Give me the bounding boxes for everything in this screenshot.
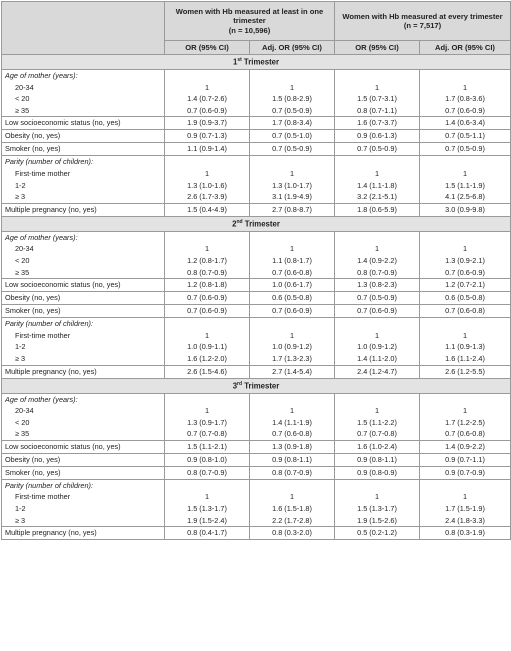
trimester-ordinal: 2 (232, 219, 237, 229)
age-of-mother-category: 20-34 (15, 406, 34, 416)
parity-value: 1.4 (1.1-1.8) (357, 180, 397, 190)
parity-value (250, 480, 334, 492)
multiple-pregnancy-row (2, 203, 511, 216)
age-of-mother-label: Age of mother (years): (5, 394, 78, 404)
age-of-mother-row (2, 393, 511, 440)
parity-category: ≥ 3 (15, 353, 26, 363)
age-of-mother-row (2, 231, 511, 278)
parity-value-cell (250, 318, 335, 365)
parity-value: 1.5 (1.1-1.9) (445, 180, 485, 190)
obesity-value: 0.7 (0.6-0.9) (165, 292, 250, 305)
trimester-word: Trimester (241, 57, 280, 67)
age-of-mother-value: 1 (374, 406, 380, 416)
parity-value: 1.1 (0.9-1.3) (445, 342, 485, 352)
parity-category: ≥ 3 (15, 515, 26, 525)
low-ses-value: 1.4 (0.6-3.4) (420, 117, 511, 130)
obesity-value: 0.6 (0.5-0.8) (250, 292, 335, 305)
age-of-mother-value-cell (165, 231, 250, 278)
age-of-mother-value: 1 (462, 244, 468, 254)
smoker-label: Smoker (no, yes) (2, 143, 165, 156)
low-ses-row (2, 440, 511, 453)
low-ses-label: Low socioeconomic status (no, yes) (2, 279, 165, 292)
parity-value (250, 156, 334, 168)
smoker-row (2, 466, 511, 479)
age-of-mother-value (420, 394, 510, 406)
low-ses-value: 1.7 (0.8-3.4) (250, 117, 335, 130)
parity-value (165, 480, 249, 492)
age-of-mother-value (420, 70, 510, 82)
age-of-mother-value: 0.7 (0.6-0.9) (187, 105, 227, 115)
age-of-mother-label: Age of mother (years): (5, 232, 78, 242)
parity-value-cell (165, 156, 250, 203)
trimester-ordinal: 3 (232, 381, 238, 391)
age-of-mother-value: 1 (462, 82, 468, 92)
multiple-pregnancy-row (2, 527, 511, 540)
age-of-mother-value: 1 (462, 406, 468, 416)
parity-value: 1.9 (1.5-2.6) (357, 515, 397, 525)
smoker-value: 0.7 (0.6-0.9) (250, 305, 335, 318)
age-of-mother-row (2, 70, 511, 117)
multiple-pregnancy-value: 3.0 (0.9-9.8) (420, 203, 511, 216)
obesity-value: 0.9 (0.8-1.1) (335, 453, 420, 466)
parity-label-cell (2, 318, 165, 365)
smoker-value: 0.8 (0.7-0.9) (250, 466, 335, 479)
parity-value-cell (420, 318, 511, 365)
age-of-mother-category: < 20 (15, 417, 30, 427)
age-of-mother-value: 0.7 (0.7-0.8) (357, 429, 397, 439)
age-of-mother-value: 0.7 (0.6-0.8) (272, 429, 312, 439)
age-of-mother-value: 0.7 (0.6-0.8) (272, 267, 312, 277)
obesity-row (2, 292, 511, 305)
age-of-mother-value: 1 (374, 244, 380, 254)
age-of-mother-value: 0.7 (0.5-0.9) (272, 105, 312, 115)
age-of-mother-value: 1.3 (0.9-2.1) (445, 255, 485, 265)
age-of-mother-value: 1 (289, 406, 295, 416)
age-of-mother-value-cell (165, 393, 250, 440)
parity-value: 2.4 (1.8-3.3) (445, 515, 485, 525)
group2-header (335, 2, 511, 41)
age-of-mother-value: 0.7 (0.6-0.9) (445, 267, 485, 277)
age-of-mother-category: 20-34 (15, 82, 34, 92)
age-of-mother-label: Age of mother (years): (5, 71, 78, 80)
parity-value-cell (250, 479, 335, 526)
smoker-label: Smoker (no, yes) (2, 305, 165, 318)
parity-value: 2.2 (1.7-2.8) (272, 515, 312, 525)
low-ses-row (2, 279, 511, 292)
multiple-pregnancy-value: 2.6 (1.2-5.5) (420, 365, 511, 378)
age-of-mother-value: 1.5 (1.1-2.2) (357, 417, 397, 427)
multiple-pregnancy-value: 2.6 (1.5-4.6) (165, 365, 250, 378)
parity-category: First-time mother (15, 330, 71, 340)
parity-label-cell (2, 479, 165, 526)
parity-value: 1.6 (1.1-2.4) (445, 353, 485, 363)
parity-value-cell (335, 479, 420, 526)
age-of-mother-value: 0.8 (0.7-0.9) (187, 267, 227, 277)
parity-value (165, 156, 249, 168)
age-of-mother-category: < 20 (15, 255, 30, 265)
age-of-mother-value: 1.4 (0.9-2.2) (357, 255, 397, 265)
parity-label: Parity (number of children): (5, 319, 94, 329)
group2-title: Women with Hb measured at every trimester (342, 11, 503, 21)
trimester-ordinal-suffix: st (237, 57, 242, 64)
group1-header (165, 2, 335, 41)
multiple-pregnancy-value: 2.7 (1.4-5.4) (250, 365, 335, 378)
parity-value: 1 (374, 330, 380, 340)
smoker-row (2, 305, 511, 318)
multiple-pregnancy-value: 2.4 (1.2-4.7) (335, 365, 420, 378)
trimester-ordinal-suffix: nd (236, 218, 243, 225)
age-of-mother-value: 1 (289, 82, 295, 92)
parity-value-cell (335, 156, 420, 203)
obesity-value: 0.7 (0.5-1.1) (420, 130, 511, 143)
parity-value: 1 (462, 330, 468, 340)
col-adj-2: Adj. OR (95% CI) (420, 41, 511, 55)
age-of-mother-value: 1.7 (1.2-2.5) (445, 417, 485, 427)
low-ses-label: Low socioeconomic status (no, yes) (2, 117, 165, 130)
low-ses-value: 1.3 (0.8-2.3) (335, 279, 420, 292)
smoker-value: 0.7 (0.5-0.9) (420, 143, 511, 156)
parity-category: ≥ 3 (15, 192, 26, 202)
obesity-value: 0.9 (0.8-1.0) (165, 453, 250, 466)
age-of-mother-category: ≥ 35 (15, 105, 30, 115)
multiple-pregnancy-value: 0.8 (0.3-1.9) (420, 527, 511, 540)
age-of-mother-value (335, 394, 419, 406)
parity-value (165, 318, 249, 330)
smoker-value: 0.7 (0.6-0.8) (420, 305, 511, 318)
parity-value: 1.0 (0.9-1.2) (357, 342, 397, 352)
multiple-pregnancy-row (2, 365, 511, 378)
trimester-ordinal-suffix: rd (237, 380, 243, 387)
trimester-section-row (2, 55, 511, 70)
age-of-mother-value: 1 (204, 406, 210, 416)
age-of-mother-value (250, 394, 334, 406)
parity-value (420, 480, 510, 492)
obesity-value: 0.9 (0.6-1.3) (335, 130, 420, 143)
group1-title: Women with Hb measured at least in one trimester (175, 6, 324, 26)
parity-value: 4.1 (2.5-6.8) (445, 192, 485, 202)
age-of-mother-category: < 20 (15, 94, 30, 104)
age-of-mother-value-cell (165, 70, 250, 117)
low-ses-value: 1.2 (0.8-1.8) (165, 279, 250, 292)
low-ses-value: 1.6 (1.0-2.4) (335, 440, 420, 453)
parity-value: 1.0 (0.9-1.1) (187, 342, 227, 352)
parity-category: 1-2 (15, 180, 26, 190)
smoker-value: 0.7 (0.5-0.9) (335, 143, 420, 156)
parity-value: 1.3 (1.0-1.7) (272, 180, 312, 190)
parity-category: 1-2 (15, 504, 26, 514)
age-of-mother-value: 0.7 (0.6-0.9) (445, 105, 485, 115)
trimester-title (2, 216, 511, 231)
obesity-row (2, 453, 511, 466)
parity-value (335, 318, 419, 330)
parity-value: 1.7 (1.5-1.9) (445, 504, 485, 514)
trimester-section-row (2, 378, 511, 393)
age-of-mother-value-cell (420, 393, 511, 440)
parity-value (250, 318, 334, 330)
obesity-value: 0.9 (0.7-1.3) (165, 130, 250, 143)
age-of-mother-value (165, 70, 249, 82)
low-ses-row (2, 117, 511, 130)
multiple-pregnancy-value: 0.5 (0.2-1.2) (335, 527, 420, 540)
smoker-value: 0.9 (0.8-0.9) (335, 466, 420, 479)
age-of-mother-label-cell (2, 231, 165, 278)
obesity-row (2, 130, 511, 143)
smoker-value: 0.7 (0.6-0.9) (165, 305, 250, 318)
parity-value: 1.5 (1.3-1.7) (357, 504, 397, 514)
parity-value: 1.3 (1.0-1.6) (187, 180, 227, 190)
parity-value-cell (250, 156, 335, 203)
multiple-pregnancy-label: Multiple pregnancy (no, yes) (2, 365, 165, 378)
table-body (2, 55, 511, 540)
age-of-mother-value: 0.8 (0.7-0.9) (357, 267, 397, 277)
parity-value: 2.6 (1.7-3.9) (187, 192, 227, 202)
obesity-label: Obesity (no, yes) (2, 292, 165, 305)
multiple-pregnancy-value: 1.8 (0.6-5.9) (335, 203, 420, 216)
parity-value (420, 318, 510, 330)
group1-n: (n = 10,596) (228, 25, 271, 35)
parity-value: 3.1 (1.9-4.9) (272, 192, 312, 202)
trimester-word: Trimester (242, 219, 280, 229)
parity-value-cell (165, 318, 250, 365)
trimester-ordinal: 1 (232, 57, 238, 67)
parity-value: 1 (289, 492, 295, 502)
parity-value: 1.6 (1.5-1.8) (272, 504, 312, 514)
age-of-mother-value (250, 70, 334, 82)
multiple-pregnancy-value: 2.7 (0.8-8.7) (250, 203, 335, 216)
parity-label: Parity (number of children): (5, 157, 94, 167)
col-or-2: OR (95% CI) (335, 41, 420, 55)
parity-value: 1.0 (0.9-1.2) (272, 342, 312, 352)
parity-label-cell (2, 156, 165, 203)
parity-label: Parity (number of children): (5, 480, 94, 490)
age-of-mother-value: 1.4 (1.1-1.9) (272, 417, 312, 427)
parity-value: 1 (204, 330, 210, 340)
parity-value: 1 (462, 168, 468, 178)
age-of-mother-category: ≥ 35 (15, 429, 30, 439)
parity-value: 1.4 (1.1-2.0) (357, 353, 397, 363)
age-of-mother-value-cell (335, 393, 420, 440)
smoker-row (2, 143, 511, 156)
age-of-mother-label-cell (2, 70, 165, 117)
obesity-value: 0.7 (0.5-0.9) (335, 292, 420, 305)
parity-value-cell (420, 156, 511, 203)
parity-value-cell (335, 318, 420, 365)
age-of-mother-category: 20-34 (15, 244, 34, 254)
obesity-value: 0.9 (0.7-1.1) (420, 453, 511, 466)
multiple-pregnancy-value: 0.8 (0.4-1.7) (165, 527, 250, 540)
obesity-label: Obesity (no, yes) (2, 130, 165, 143)
group2-n: (n = 7,517) (403, 21, 442, 30)
age-of-mother-value (335, 232, 419, 244)
parity-value: 1 (374, 168, 380, 178)
smoker-label: Smoker (no, yes) (2, 466, 165, 479)
age-of-mother-value (250, 232, 334, 244)
low-ses-value: 1.6 (0.7-3.7) (335, 117, 420, 130)
age-of-mother-value (165, 232, 249, 244)
low-ses-value: 1.2 (0.7-2.1) (420, 279, 511, 292)
age-of-mother-category: ≥ 35 (15, 267, 30, 277)
age-of-mother-value-cell (420, 231, 511, 278)
parity-value-cell (420, 479, 511, 526)
age-of-mother-value-cell (335, 70, 420, 117)
age-of-mother-value-cell (250, 70, 335, 117)
low-ses-value: 1.5 (1.1-2.1) (165, 440, 250, 453)
obesity-value: 0.6 (0.5-0.8) (420, 292, 511, 305)
parity-value: 1.9 (1.5-2.4) (187, 515, 227, 525)
parity-row (2, 156, 511, 203)
col-adj-1: Adj. OR (95% CI) (250, 41, 335, 55)
age-of-mother-value: 1.4 (0.7-2.6) (187, 94, 227, 104)
obesity-value: 0.9 (0.8-1.1) (250, 453, 335, 466)
low-ses-value: 1.0 (0.6-1.7) (250, 279, 335, 292)
odds-ratio-table (1, 1, 511, 540)
age-of-mother-value-cell (250, 231, 335, 278)
low-ses-value: 1.9 (0.9-3.7) (165, 117, 250, 130)
age-of-mother-value (335, 70, 419, 82)
parity-row (2, 318, 511, 365)
parity-category: First-time mother (15, 168, 71, 178)
age-of-mother-value: 1.7 (0.8-3.6) (445, 94, 485, 104)
age-of-mother-value: 1.3 (0.9-1.7) (187, 417, 227, 427)
low-ses-label: Low socioeconomic status (no, yes) (2, 440, 165, 453)
parity-value: 3.2 (2.1-5.1) (357, 192, 397, 202)
age-of-mother-value: 1.2 (0.8-1.7) (187, 255, 227, 265)
parity-value: 1 (289, 168, 295, 178)
parity-value: 1.6 (1.2-2.0) (187, 353, 227, 363)
age-of-mother-value-cell (335, 231, 420, 278)
parity-value: 1.5 (1.3-1.7) (187, 504, 227, 514)
age-of-mother-value: 1.5 (0.7-3.1) (357, 94, 397, 104)
multiple-pregnancy-label: Multiple pregnancy (no, yes) (2, 203, 165, 216)
age-of-mother-value: 1.1 (0.8-1.7) (272, 255, 312, 265)
obesity-value: 0.7 (0.5-1.0) (250, 130, 335, 143)
age-of-mother-value: 1 (374, 82, 380, 92)
age-of-mother-value: 1 (204, 244, 210, 254)
trimester-section-row (2, 216, 511, 231)
parity-value: 1 (204, 168, 210, 178)
parity-value (335, 156, 419, 168)
parity-value-cell (165, 479, 250, 526)
parity-category: First-time mother (15, 492, 71, 502)
smoker-value: 0.8 (0.7-0.9) (165, 466, 250, 479)
age-of-mother-label-cell (2, 393, 165, 440)
age-of-mother-value-cell (420, 70, 511, 117)
age-of-mother-value (165, 394, 249, 406)
age-of-mother-value: 0.8 (0.7-1.1) (357, 105, 397, 115)
low-ses-value: 1.4 (0.9-2.2) (420, 440, 511, 453)
parity-value: 1 (374, 492, 380, 502)
age-of-mother-value (420, 232, 510, 244)
parity-value: 1 (289, 330, 295, 340)
smoker-value: 0.7 (0.6-0.9) (335, 305, 420, 318)
trimester-title (2, 55, 511, 70)
age-of-mother-value: 0.7 (0.6-0.8) (445, 429, 485, 439)
col-or-1: OR (95% CI) (165, 41, 250, 55)
parity-row (2, 479, 511, 526)
age-of-mother-value-cell (250, 393, 335, 440)
obesity-label: Obesity (no, yes) (2, 453, 165, 466)
low-ses-value: 1.3 (0.9-1.8) (250, 440, 335, 453)
smoker-value: 0.7 (0.5-0.9) (250, 143, 335, 156)
trimester-title (2, 378, 511, 393)
smoker-value: 1.1 (0.9-1.4) (165, 143, 250, 156)
smoker-value: 0.9 (0.7-0.9) (420, 466, 511, 479)
parity-value: 1.7 (1.3-2.3) (272, 353, 312, 363)
multiple-pregnancy-label: Multiple pregnancy (no, yes) (2, 527, 165, 540)
parity-category: 1-2 (15, 342, 26, 352)
age-of-mother-value: 1 (204, 82, 210, 92)
trimester-word: Trimester (242, 381, 280, 391)
parity-value: 1 (462, 492, 468, 502)
parity-value: 1 (204, 492, 210, 502)
parity-value (420, 156, 510, 168)
multiple-pregnancy-value: 0.8 (0.3-2.0) (250, 527, 335, 540)
multiple-pregnancy-value: 1.5 (0.4-4.9) (165, 203, 250, 216)
age-of-mother-value: 0.7 (0.7-0.8) (187, 429, 227, 439)
header-blank-cell (2, 2, 165, 55)
age-of-mother-value: 1.5 (0.8-2.9) (272, 94, 312, 104)
age-of-mother-value: 1 (289, 244, 295, 254)
parity-value (335, 480, 419, 492)
